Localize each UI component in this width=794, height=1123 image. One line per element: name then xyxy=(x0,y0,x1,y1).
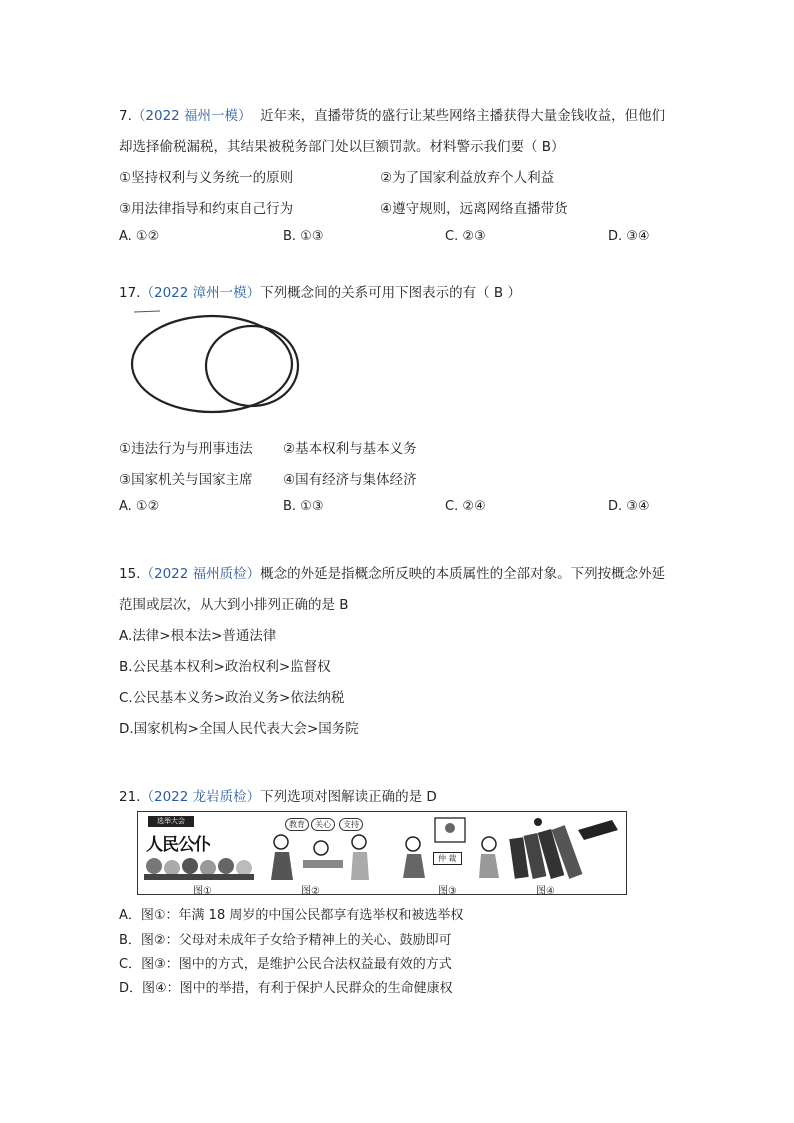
option-c: C．图③：图中的方式，是维护公民合法权益最有效的方式 xyxy=(119,957,452,972)
option-d: D. ③④ xyxy=(608,229,650,244)
option-b: B．图②：父母对未成年子女给予精神上的关心、鼓励即可 xyxy=(119,933,452,948)
figure-3-tag: 仲 裁 xyxy=(433,852,462,865)
question-21-line-1 xyxy=(119,785,437,805)
option-d: D．图④：图中的举措，有利于保护人民群众的生命健康权 xyxy=(119,981,453,996)
diagram-mark xyxy=(134,311,160,312)
arbitration-illustration xyxy=(393,816,508,880)
figure-1-panel xyxy=(144,816,254,880)
question-source: （2022 福州一模） xyxy=(131,108,252,124)
figure-1-text: 人民公仆 xyxy=(146,835,210,855)
figure-1-banner: 选举大会 xyxy=(148,816,194,827)
family-illustration xyxy=(263,832,378,882)
question-source: （2022 漳州一模） xyxy=(140,285,261,301)
figure-2-tag: 支持 xyxy=(339,818,363,831)
option-a: A.法律>根本法>普通法律 xyxy=(119,628,277,644)
venn-diagram xyxy=(128,306,300,418)
dominoes-illustration xyxy=(508,816,623,880)
option-c: C.公民基本义务>政治义务>依法纳税 xyxy=(119,690,345,706)
question-15-line-2: 范围或层次，从大到小排列正确的是 B xyxy=(119,597,349,613)
question-7-line-1 xyxy=(119,104,665,124)
option-b: B.公民基本权利>政治权利>监督权 xyxy=(119,659,331,675)
statement-3: ③国家机关与国家主席 xyxy=(119,472,253,488)
figure-4-caption: 图④ xyxy=(536,886,555,897)
option-b: B. ①③ xyxy=(283,499,324,514)
figure-2-tag: 教育 xyxy=(285,818,309,831)
statement-3: ③用法律指导和约束自己行为 xyxy=(119,201,294,217)
figure-2-tag: 关心 xyxy=(311,818,335,831)
question-17-line-1 xyxy=(119,281,521,301)
figure-strip xyxy=(137,811,627,895)
figure-3-caption: 图③ xyxy=(438,886,457,897)
statement-1: ①坚持权利与义务统一的原则 xyxy=(119,170,294,186)
option-a: A．图①：年满 18 周岁的中国公民都享有选举权和被选举权 xyxy=(119,908,464,923)
option-d: D.国家机构>全国人民代表大会>国务院 xyxy=(119,721,359,737)
question-number: 17. xyxy=(119,285,141,301)
figure-4-panel xyxy=(508,816,623,880)
option-a: A. ①② xyxy=(119,499,160,514)
statement-2: ②为了国家利益放弃个人利益 xyxy=(380,170,555,186)
question-source: （2022 龙岩质检） xyxy=(140,789,261,805)
question-text: 概念的外延是指概念所反映的本质属性的全部对象。下列按概念外延 xyxy=(260,566,666,582)
option-c: C. ②④ xyxy=(445,499,486,514)
figure-1-caption: 图① xyxy=(193,886,212,897)
question-15-line-1 xyxy=(119,562,665,582)
question-7-line-2: 却选择偷税漏税，其结果被税务部门处以巨额罚款。材料警示我们要（ B） xyxy=(119,139,565,155)
option-c: C. ②③ xyxy=(445,229,486,244)
statement-4: ④遵守规则，远离网络直播带货 xyxy=(380,201,568,217)
question-number: 21. xyxy=(119,789,141,805)
question-text: 下列概念间的关系可用下图表示的有（ B ） xyxy=(260,285,521,301)
statement-1: ①违法行为与刑事违法 xyxy=(119,441,253,457)
question-source: （2022 福州质检） xyxy=(140,566,261,582)
figure-2-caption: 图② xyxy=(301,886,320,897)
crowd-illustration xyxy=(144,854,254,880)
option-a: A. ①② xyxy=(119,229,160,244)
question-number: 7. xyxy=(119,108,132,124)
question-text: 下列选项对图解读正确的是 D xyxy=(260,789,437,805)
inner-circle xyxy=(206,326,298,406)
figure-3-panel xyxy=(393,816,508,880)
outer-circle xyxy=(132,316,292,412)
option-b: B. ①③ xyxy=(283,229,324,244)
option-d: D. ③④ xyxy=(608,499,650,514)
question-text: 近年来，直播带货的盛行让某些网络主播获得大量金钱收益，但他们 xyxy=(260,108,666,124)
statement-2: ②基本权利与基本义务 xyxy=(283,441,417,457)
statement-4: ④国有经济与集体经济 xyxy=(283,472,417,488)
figure-2-panel xyxy=(263,816,378,880)
question-number: 15. xyxy=(119,566,141,582)
